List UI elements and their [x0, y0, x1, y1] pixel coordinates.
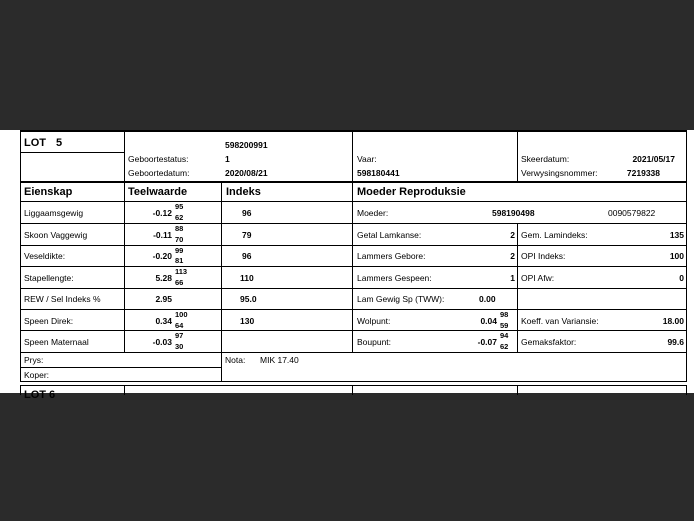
repro-right-value: 135 [669, 230, 684, 240]
breeding-value: -0.03 [152, 337, 172, 347]
birth-date-label: Geboortedatum: [128, 168, 190, 178]
trait-label: Speen Direk: [24, 316, 74, 326]
birth-date-value: 2020/08/21 [225, 168, 268, 178]
wolpunt-label: Wolpunt: [357, 316, 391, 326]
repro-label: Getal Lamkanse: [357, 230, 422, 240]
wolpunt-accuracy-top: 98 [500, 310, 509, 319]
boupunt-label: Boupunt: [357, 337, 392, 347]
ref-number-value: 7219338 [626, 168, 660, 178]
accuracy-top: 113 [175, 267, 188, 276]
lamb-weight-label: Lam Gewig Sp (TWW): [357, 294, 445, 304]
breeding-value: -0.20 [152, 251, 172, 261]
header-dam-repro: Moeder Reproduksie [357, 186, 466, 198]
lot-number: 5 [56, 137, 63, 149]
breeding-value: -0.11 [153, 230, 172, 240]
header-index: Indeks [226, 186, 261, 198]
index-value: 95.0 [240, 294, 257, 304]
note-value: MIK 17.40 [260, 355, 299, 365]
price-label: Prys: [24, 355, 44, 365]
index-value: 96 [242, 208, 252, 218]
sire-value: 598180441 [357, 168, 400, 178]
dam-id-2: 0090579822 [608, 208, 656, 218]
cv-label: Koeff. van Variansie: [521, 316, 599, 326]
accuracy-top: 100 [175, 310, 188, 319]
buyer-label: Koper: [24, 370, 50, 380]
breeding-value: 5.28 [155, 273, 172, 283]
trait-label: REW / Sel Indeks % [24, 294, 101, 304]
lot-label: LOT [24, 137, 46, 149]
accuracy-bottom: 62 [175, 213, 184, 222]
repro-label: Lammers Gespeen: [357, 273, 432, 283]
repro-right-value: 100 [669, 251, 684, 261]
header-trait: Eienskap [24, 186, 73, 198]
accuracy-bottom: 66 [175, 278, 184, 287]
shear-date-label: Skeerdatum: [521, 154, 570, 164]
dam-id: 598190498 [492, 208, 535, 218]
breeding-value: 2.95 [155, 294, 172, 304]
repro-right-label: Gem. Lamindeks: [521, 230, 588, 240]
birth-status-label: Geboortestatus: [128, 154, 189, 164]
repro-right-label: OPI Indeks: [521, 251, 566, 261]
repro-value: 2 [510, 230, 515, 240]
lamb-weight-value: 0.00 [479, 294, 496, 304]
sire-label: Vaar: [357, 154, 377, 164]
index-value: 96 [242, 251, 252, 261]
ref-number-label: Verwysingsnommer: [521, 168, 598, 178]
note-label: Nota: [225, 355, 246, 365]
boupunt-value: -0.07 [477, 337, 497, 347]
index-value: 110 [240, 273, 254, 283]
accuracy-top: 97 [175, 331, 184, 340]
header-breeding-value: Teelwaarde [128, 186, 188, 198]
animal-id: 598200991 [225, 140, 268, 150]
accuracy-bottom: 30 [175, 342, 184, 351]
wolpunt-accuracy-bottom: 59 [500, 321, 509, 330]
comfort-value: 99.6 [667, 337, 684, 347]
trait-label: Liggaamsgewig [24, 208, 84, 218]
trait-label: Veseldikte: [24, 251, 66, 261]
accuracy-top: 88 [175, 224, 184, 233]
accuracy-bottom: 70 [175, 235, 184, 244]
trait-label: Skoon Vaggewig [24, 230, 88, 240]
breeding-value: -0.12 [152, 208, 172, 218]
accuracy-top: 99 [175, 246, 184, 255]
cv-value: 18.00 [662, 316, 684, 326]
accuracy-top: 95 [175, 202, 184, 211]
birth-status-value: 1 [225, 154, 230, 164]
trait-label: Stapellengte: [24, 273, 74, 283]
accuracy-bottom: 81 [175, 256, 184, 265]
boupunt-accuracy-top: 94 [500, 331, 509, 340]
lot-document [0, 130, 694, 401]
repro-value: 1 [510, 273, 515, 283]
shear-date-value: 2021/05/17 [632, 154, 675, 164]
dam-label: Moeder: [357, 208, 389, 218]
repro-right-value: 0 [679, 273, 684, 283]
next-lot-label: LOT 6 [24, 389, 56, 401]
repro-right-label: OPI Afw: [521, 273, 555, 283]
repro-value: 2 [510, 251, 515, 261]
wolpunt-value: 0.04 [480, 316, 497, 326]
index-value: 79 [242, 230, 252, 240]
repro-label: Lammers Gebore: [357, 251, 426, 261]
accuracy-bottom: 64 [175, 321, 184, 330]
index-value: 130 [240, 316, 255, 326]
trait-label: Speen Maternaal [24, 337, 89, 347]
comfort-label: Gemaksfaktor: [521, 337, 577, 347]
boupunt-accuracy-bottom: 62 [500, 342, 509, 351]
breeding-value: 0.34 [155, 316, 172, 326]
